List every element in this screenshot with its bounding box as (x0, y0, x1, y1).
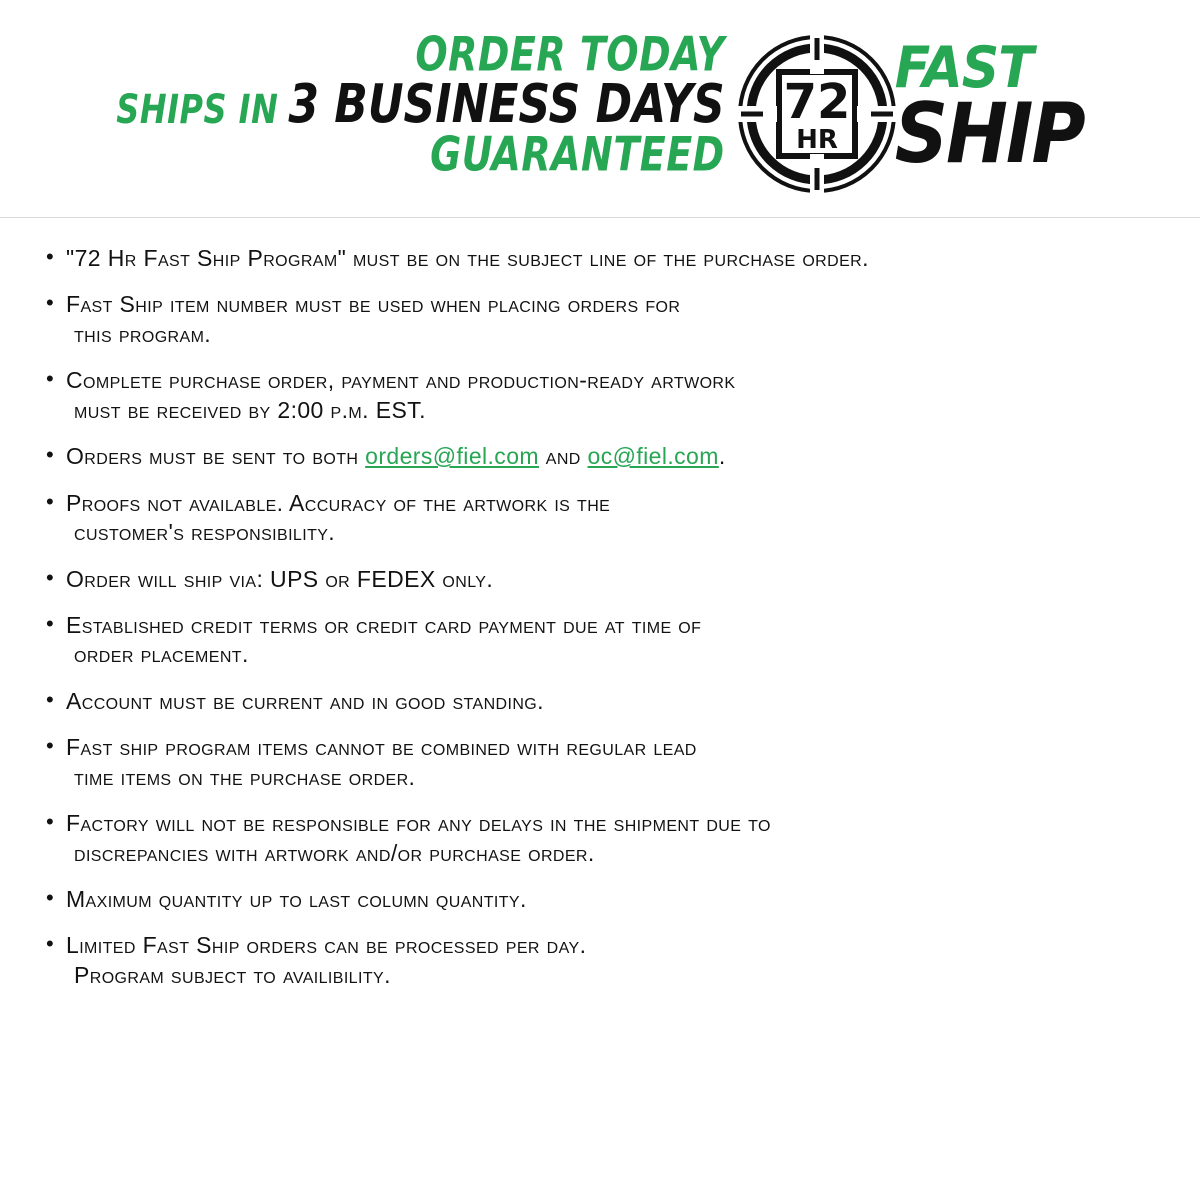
rule-text-line1: Limited Fast Ship orders can be processed per day. (66, 932, 587, 959)
rule-text-line1: Maximum quantity up to last column quantity. (66, 886, 527, 912)
promo-ships-in: SHIPS IN (116, 85, 279, 133)
promo-order-today: ORDER TODAY (415, 26, 725, 82)
rule-text-line1: Fast ship program items cannot be combined with regular lead (66, 734, 697, 761)
rule-text-line2: must be received by 2:00 p.m. EST. (74, 396, 426, 423)
rule-text-line2: Program subject to availibility. (74, 961, 391, 988)
list-item (44, 885, 1156, 914)
fast-ship-header-banner (0, 0, 1200, 218)
header-inner (0, 26, 1200, 194)
promo-business-days: 3 BUSINESS DAYS (288, 73, 725, 136)
wordmark-ship: SHIP (894, 85, 1084, 183)
rule-text-line1: "72 Hr Fast Ship Program" must be on the subject line of the purchase order. (66, 245, 869, 271)
rule-text-line1: Fast Ship item number must be used when placing orders for (66, 291, 681, 318)
list-item (44, 733, 1156, 792)
rule-text-line1: Proofs not available. Accuracy of the artwork is the (66, 489, 611, 516)
promo-text-block (116, 26, 725, 182)
email-link-orders[interactable]: orders@fiel.com (365, 443, 539, 470)
list-item (44, 489, 1156, 548)
badge-unit-text: HR (795, 125, 838, 155)
rule-text-suffix: . (718, 443, 726, 470)
list-item-emails (44, 442, 1156, 471)
rule-text-line2: customer's responsibility. (74, 519, 336, 546)
rule-text-middle: and (538, 443, 588, 470)
rule-text-line2: time items on the purchase order. (74, 763, 416, 790)
list-item (44, 809, 1156, 868)
promo-ships-in-days (116, 73, 725, 136)
list-item (44, 611, 1156, 670)
list-item (44, 366, 1156, 425)
rule-text-line2: order placement. (74, 641, 249, 668)
promo-guaranteed: GUARANTEED (430, 126, 725, 182)
rules-content (0, 218, 1200, 990)
rule-text-line1: Complete purchase order, payment and production-ready artwork (66, 367, 736, 394)
rule-text-line1: Account must be current and in good standing. (66, 687, 544, 714)
badge-number-text: 72 (783, 74, 851, 130)
list-item (44, 290, 1156, 349)
fast-ship-rules-list (44, 244, 1156, 990)
list-item (44, 565, 1156, 594)
list-item (44, 244, 1156, 273)
rule-text-line1: Factory will not be responsible for any delays in the shipment due to (66, 810, 771, 837)
list-item (44, 931, 1156, 990)
rule-text-line2: discrepancies with artwork and/or purchase order. (74, 839, 595, 866)
rule-text-line1: Established credit terms or credit card payment due at time of (66, 611, 702, 638)
email-link-oc[interactable]: oc@fiel.com (587, 443, 719, 470)
rule-text-prefix: Orders must be sent to both (66, 443, 366, 470)
72hr-target-badge-icon (737, 34, 897, 194)
wordmark-fast: FAST (894, 35, 1033, 102)
rule-text-line2: this program. (74, 320, 212, 347)
rule-text-line1: Order will ship via: UPS or FEDEX only. (66, 565, 494, 592)
fast-ship-wordmark (894, 34, 1084, 183)
list-item (44, 687, 1156, 716)
